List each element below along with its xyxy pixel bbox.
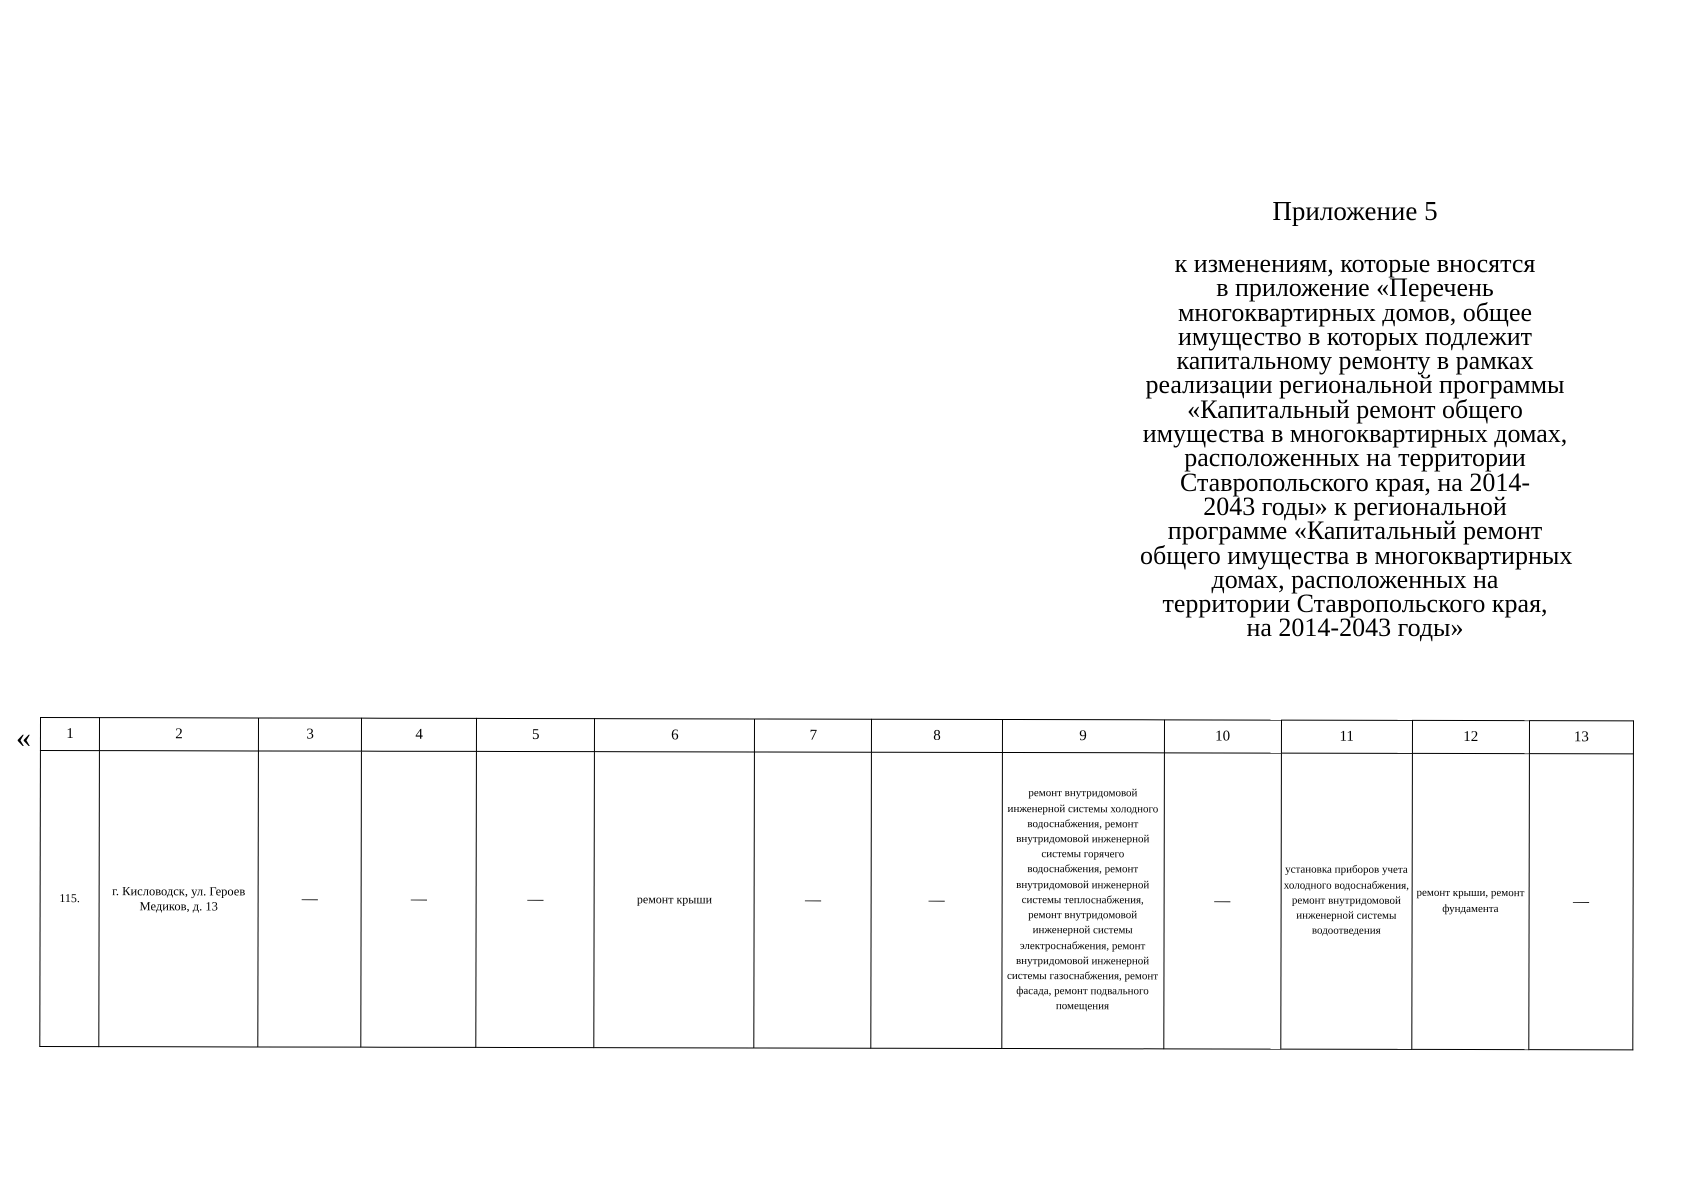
column-header: 6 [595, 719, 755, 752]
subtitle-line: «Капитальный ремонт общего [1187, 394, 1523, 424]
table-cell: ремонт крыши [594, 752, 755, 1048]
subtitle-line: 2043 годы» к региональной [1203, 491, 1507, 521]
subtitle-line: программе «Капитальный ремонт [1167, 516, 1543, 546]
subtitle-line: имущества в многоквартирных домах, [1142, 419, 1568, 449]
column-header: 1 [40, 718, 99, 751]
subtitle-line: Ставропольского края, на 2014- [1179, 467, 1530, 497]
column-header: 2 [99, 718, 258, 751]
table-cell: — [361, 751, 477, 1047]
column-header: 12 [1412, 720, 1529, 753]
column-header: 4 [362, 718, 477, 751]
subtitle-line: имущество в которых подлежит [1178, 321, 1532, 351]
appendix-subtitle [1140, 249, 1573, 643]
column-header: 7 [755, 719, 872, 752]
column-header: 9 [1002, 720, 1164, 753]
subtitle-line: в приложение «Перечень [1216, 273, 1494, 303]
subtitle-line: капитальному ремонту в рамках [1176, 346, 1534, 376]
column-header: 13 [1529, 721, 1633, 754]
subtitle-line: территории Ставропольского края, [1162, 589, 1548, 619]
table-cell: ремонт крыши, ремонт фундамента [1412, 753, 1530, 1049]
table-cell: — [754, 752, 872, 1048]
column-header: 11 [1281, 720, 1412, 753]
table-cell: — [1163, 753, 1281, 1049]
table-cell: — [871, 752, 1002, 1048]
table-cell: — [258, 751, 362, 1047]
subtitle-line: общего имущества в многоквартирных [1140, 540, 1573, 570]
table-cell: — [1529, 754, 1634, 1050]
subtitle-line: к изменениям, которые вносятся [1174, 249, 1536, 278]
subtitle-line: домах, расположенных на [1211, 564, 1499, 594]
subtitle-line: на 2014-2043 годы» [1246, 613, 1464, 643]
column-number-row [40, 718, 1633, 754]
housing-table-container [39, 717, 1634, 1050]
address-cell: г. Кисловодск, ул. Героев Медиков, д. 13 [99, 751, 259, 1047]
column-header: 5 [477, 718, 595, 751]
subtitle-line: реализации региональной программы [1145, 370, 1565, 400]
opening-quote-mark: « [16, 721, 31, 754]
appendix-title: Приложение 5 [1272, 196, 1438, 226]
column-header: 3 [259, 718, 362, 751]
housing-repair-table [39, 717, 1634, 1050]
column-header: 8 [872, 719, 1002, 752]
table-row [40, 751, 1634, 1050]
table-cell: установка приборов учета холодного водоснабжения, ремонт внутридомовой инженерной системы водоотведения [1281, 753, 1413, 1049]
subtitle-line: расположенных на территории [1184, 443, 1526, 473]
subtitle-line: многоквартирных домов, общее [1177, 297, 1533, 327]
table-cell: — [476, 751, 595, 1047]
column-header: 10 [1164, 720, 1281, 753]
table-cell: ремонт внутридомовой инженерной системы холодного водоснабжения, ремонт внутридомовой инженерной системы горячего водоснабжения, ремонт внутридомовой инженерной системы теплоснабжения, ремонт внутридомовой инженерной системы электроснабжения, ремонт внутридомовой инженерной системы газоснабжения, ремонт фасада, ремонт подвального помещения [1001, 753, 1164, 1049]
row-number-cell: 115. [40, 751, 100, 1047]
